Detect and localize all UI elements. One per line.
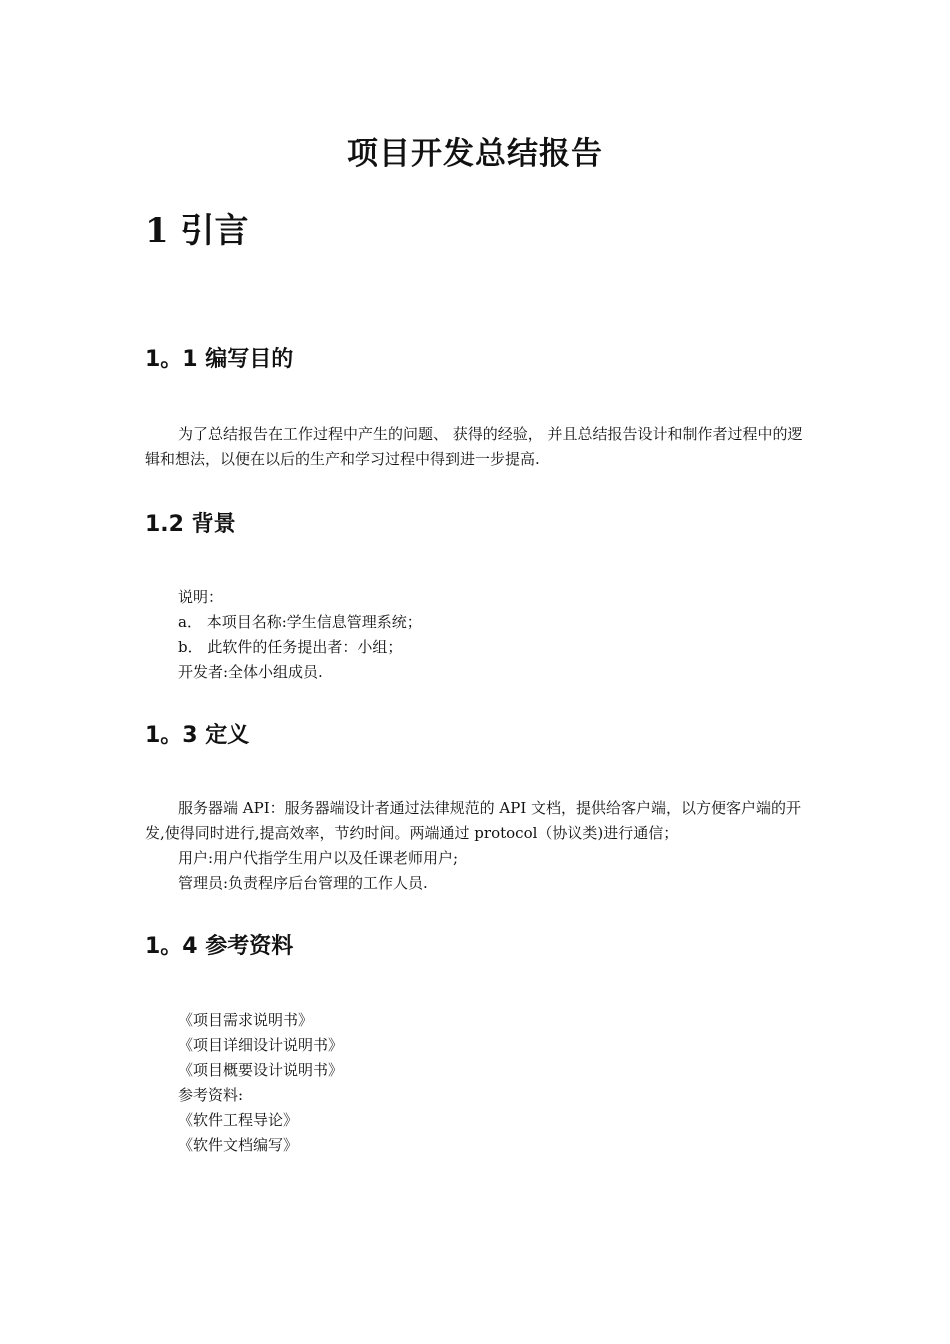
reference-line-1: 《项目需求说明书》 (178, 1011, 314, 1029)
background-line-1: 说明： (178, 588, 224, 606)
section-1-3-paragraph: 服务器端 API：服务器端设计者通过法律规范的 API 文档，提供给客户端，以方便客户端的开发,使得同时进行,提高效率，节约时间。两端通过 protocol（协议类)进行通信； (145, 799, 802, 842)
background-line-4: 开发者:全体小组成员. (178, 663, 323, 681)
background-line-3: b． 此软件的任务提出者：小组； (178, 638, 403, 656)
background-line-2: a． 本项目名称:学生信息管理系统； (178, 613, 422, 631)
reference-line-4: 参考资料: (178, 1086, 244, 1104)
section-heading-1-3: 1。3 定义 (145, 723, 250, 748)
section-heading-1-1: 1。1 编写目的 (145, 347, 294, 372)
reference-line-5: 《软件工程导论》 (178, 1111, 299, 1129)
section-1-1-paragraph: 为了总结报告在工作过程中产生的问题、 获得的经验， 并且总结报告设计和制作者过程中的逻辑和想法，以便在以后的生产和学习过程中得到进一步提高. (145, 425, 803, 468)
section-heading-1-4: 1。4 参考资料 (145, 934, 294, 959)
section-heading-1-2: 1.2 背景 (145, 512, 236, 537)
definition-line-user: 用户:用户代指学生用户以及任课老师用户; (178, 849, 459, 867)
definition-line-admin: 管理员:负责程序后台管理的工作人员. (178, 874, 428, 892)
reference-line-3: 《项目概要设计说明书》 (178, 1061, 344, 1079)
chapter-heading: 1 引言 (145, 211, 249, 251)
reference-line-6: 《软件文档编写》 (178, 1136, 299, 1154)
document-title: 项目开发总结报告 (347, 136, 603, 172)
reference-line-2: 《项目详细设计说明书》 (178, 1036, 344, 1054)
